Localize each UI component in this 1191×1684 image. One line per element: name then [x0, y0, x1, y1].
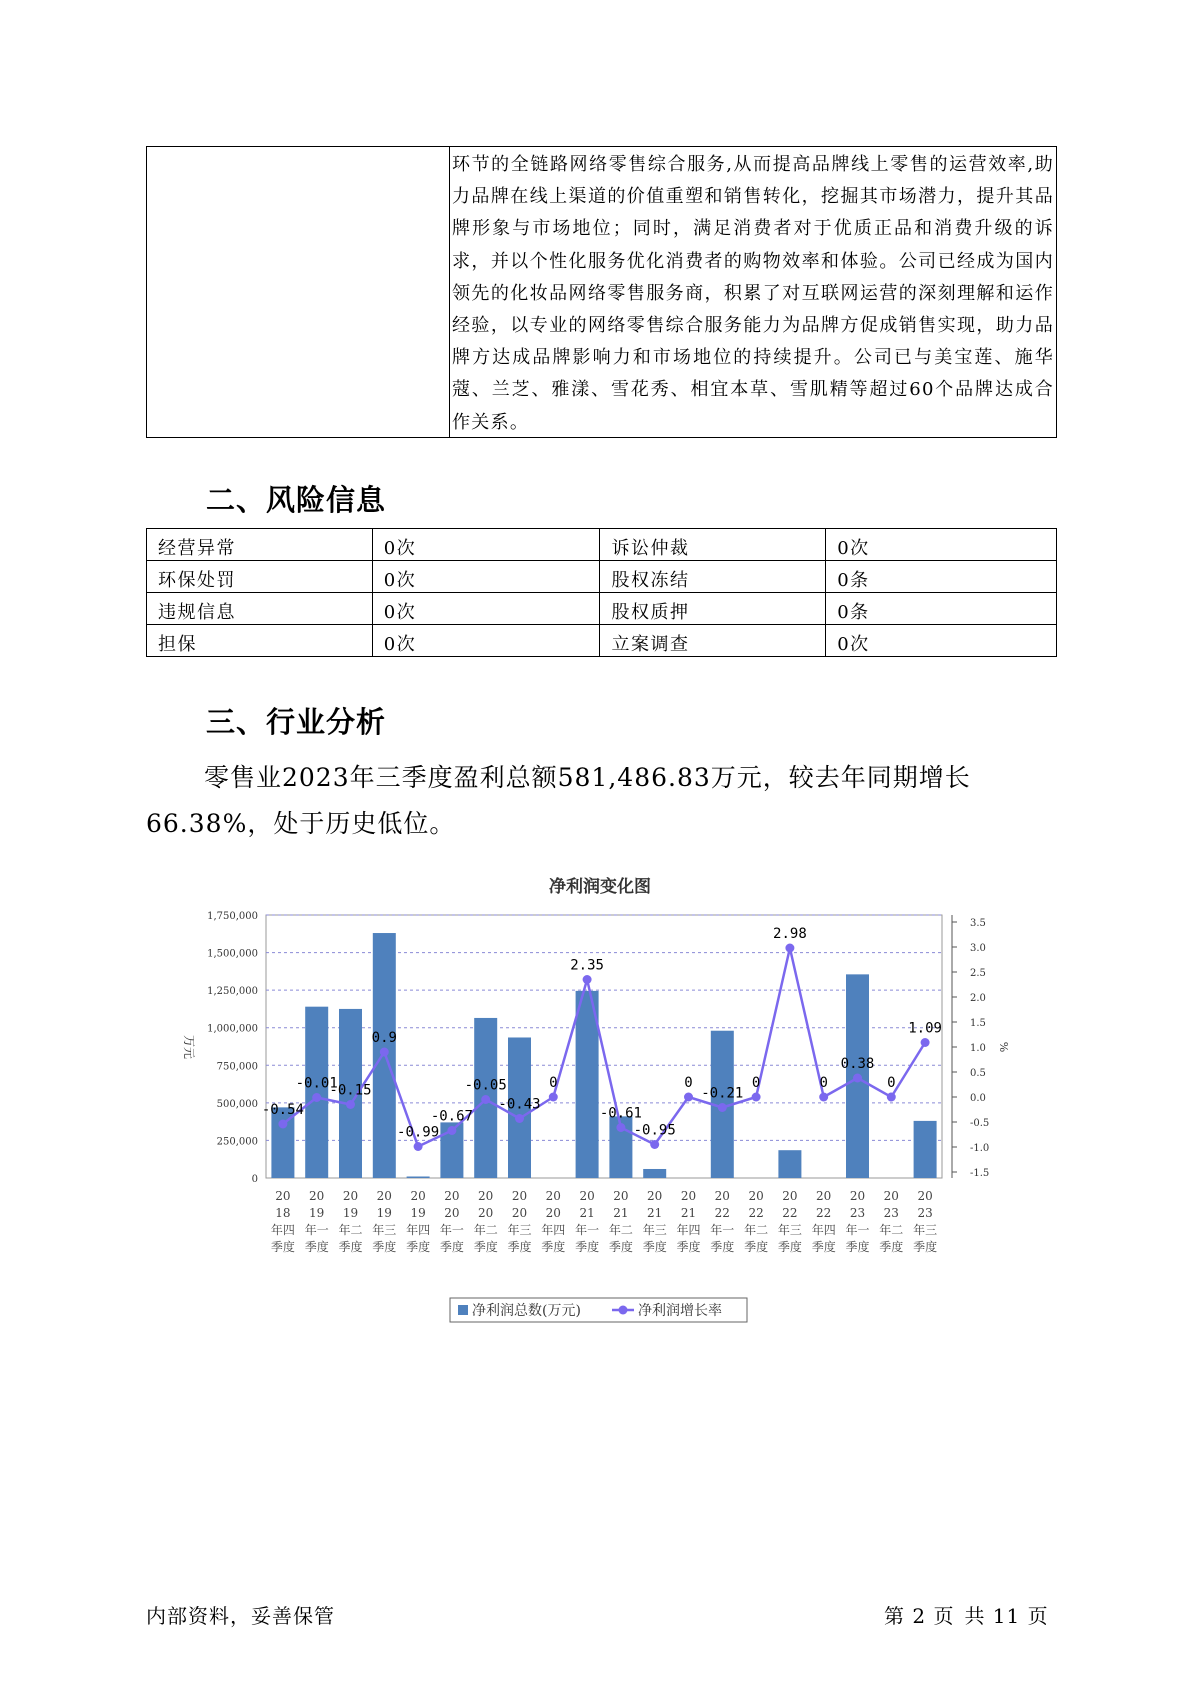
x-tick-label-line: 20 — [579, 1189, 595, 1203]
x-tick-label-line: 21 — [647, 1206, 663, 1220]
x-tick-label-line: 年二 — [473, 1223, 498, 1237]
x-tick-label-line: 20 — [782, 1189, 798, 1203]
y2-tick-label: 1.5 — [970, 1018, 986, 1029]
x-tick-label-line: 20 — [680, 1189, 697, 1203]
growth-point — [346, 1100, 355, 1109]
x-tick-label-line: 20 — [309, 1189, 325, 1203]
growth-point — [515, 1114, 524, 1123]
risk-row — [147, 561, 1057, 593]
x-tick-label-line: 21 — [680, 1206, 697, 1220]
bar — [407, 1176, 430, 1178]
x-tick-label-line: 年一 — [710, 1223, 735, 1237]
y2-tick-label: 1.0 — [970, 1043, 986, 1054]
y-tick-label: 1,500,000 — [207, 948, 258, 960]
x-tick-label-line: 23 — [883, 1206, 899, 1220]
y-tick-label: 1,000,000 — [207, 1023, 258, 1035]
risk-key: 立案调查 — [600, 625, 826, 657]
x-tick-label-line: 22 — [782, 1206, 798, 1220]
x-tick-label-line: 季度 — [473, 1240, 498, 1254]
x-tick-label-line: 年一 — [845, 1223, 870, 1237]
risk-key: 诉讼仲裁 — [600, 529, 826, 561]
x-tick-label — [507, 1189, 531, 1254]
risk-key: 违规信息 — [147, 593, 373, 625]
y2-axis-label: % — [997, 1041, 1010, 1053]
growth-data-label: -0.99 — [397, 1124, 440, 1141]
x-tick-label-line: 20 — [342, 1189, 359, 1203]
x-tick-label — [879, 1189, 903, 1254]
intro-table — [146, 146, 1057, 438]
footer-page-total: 共 11 页 — [964, 1604, 1049, 1628]
footer-confidential: 内部资料，妥善保管 — [146, 1604, 335, 1628]
x-tick-label-line: 年三 — [507, 1223, 532, 1237]
growth-point — [650, 1140, 659, 1149]
risk-row — [147, 593, 1057, 625]
y2-tick-label: -1.0 — [970, 1143, 990, 1154]
x-tick-label-line: 年一 — [304, 1223, 329, 1237]
risk-section-title: 二、风险信息 — [206, 483, 387, 517]
x-tick-label-line: 20 — [410, 1189, 426, 1203]
growth-data-label: -0.21 — [701, 1085, 744, 1102]
x-tick-label-line: 20 — [478, 1189, 494, 1203]
x-tick-label-line: 22 — [714, 1206, 730, 1220]
x-tick-label — [812, 1189, 836, 1254]
growth-point — [312, 1093, 321, 1102]
growth-data-label: -0.61 — [599, 1105, 642, 1122]
x-tick-label-line: 20 — [545, 1206, 561, 1220]
growth-point — [853, 1074, 862, 1083]
growth-data-label: 0.9 — [371, 1030, 397, 1046]
growth-point — [380, 1048, 389, 1057]
net-profit-chart-svg — [150, 870, 1050, 1330]
x-tick-label — [643, 1189, 667, 1254]
y-tick-label: 0 — [251, 1174, 258, 1185]
risk-value: 0次 — [372, 625, 600, 657]
x-tick-label-line: 季度 — [608, 1240, 633, 1254]
growth-point — [785, 944, 794, 953]
growth-data-label: -0.95 — [633, 1122, 676, 1139]
x-tick-label-line: 年二 — [338, 1223, 363, 1237]
bar — [305, 1007, 328, 1178]
industry-section-title: 三、行业分析 — [206, 705, 387, 739]
risk-key: 股权冻结 — [600, 561, 826, 593]
x-tick-label-line: 19 — [342, 1206, 359, 1220]
growth-data-label: 0 — [751, 1075, 761, 1091]
x-tick-label-line: 年一 — [575, 1223, 600, 1237]
x-tick-label-line: 20 — [275, 1189, 291, 1203]
x-tick-label-line: 季度 — [811, 1240, 836, 1254]
x-tick-label-line: 季度 — [710, 1240, 735, 1254]
x-tick-label-line: 季度 — [845, 1240, 870, 1254]
risk-row — [147, 529, 1057, 561]
x-tick-label — [474, 1189, 498, 1254]
growth-point — [921, 1038, 930, 1047]
x-tick-label — [338, 1189, 362, 1254]
x-tick-label-line: 季度 — [406, 1240, 431, 1254]
x-tick-label-line: 年二 — [879, 1223, 904, 1237]
growth-data-label: 0 — [549, 1075, 558, 1091]
x-tick-label — [744, 1189, 768, 1254]
x-tick-label-line: 年四 — [811, 1223, 836, 1237]
x-tick-label — [845, 1189, 869, 1254]
x-tick-label-line: 21 — [579, 1206, 595, 1220]
growth-point — [278, 1120, 287, 1129]
y2-tick-label: 3.5 — [970, 918, 986, 929]
x-tick-label-line: 年四 — [406, 1223, 431, 1237]
growth-point — [752, 1093, 761, 1102]
x-tick-label-line: 20 — [376, 1189, 392, 1203]
growth-data-label: 0 — [887, 1075, 896, 1091]
x-tick-label-line: 20 — [647, 1189, 663, 1203]
growth-point — [549, 1093, 558, 1102]
bar — [914, 1121, 937, 1178]
x-tick-label — [676, 1189, 700, 1254]
legend-line-marker — [619, 1306, 628, 1315]
growth-point — [819, 1093, 828, 1102]
risk-value: 0条 — [826, 593, 1057, 625]
growth-data-label: -0.54 — [261, 1102, 304, 1118]
x-tick-label-line: 年三 — [642, 1223, 667, 1237]
x-tick-label-line: 20 — [545, 1189, 561, 1203]
y-tick-label: 750,000 — [216, 1061, 258, 1073]
x-tick-label-line: 年一 — [439, 1223, 464, 1237]
x-tick-label-line: 22 — [816, 1206, 832, 1220]
x-tick-label — [541, 1189, 565, 1254]
growth-data-label: 2.35 — [570, 957, 604, 974]
x-tick-label-line: 20 — [883, 1189, 899, 1203]
risk-table — [146, 528, 1057, 657]
x-tick-label-line: 23 — [917, 1206, 933, 1220]
y2-tick-label: -1.5 — [970, 1168, 990, 1179]
y-tick-label: 250,000 — [216, 1136, 258, 1148]
x-tick-label-line: 20 — [917, 1189, 933, 1203]
x-tick-label-line: 年二 — [744, 1223, 769, 1237]
x-tick-label-line: 20 — [444, 1206, 460, 1220]
x-tick-label — [710, 1189, 734, 1254]
x-tick-label — [913, 1189, 937, 1254]
x-tick-label-line: 季度 — [507, 1240, 532, 1254]
x-tick-label-line: 21 — [613, 1206, 629, 1220]
x-tick-label-line: 季度 — [744, 1240, 769, 1254]
x-tick-label-line: 季度 — [270, 1240, 295, 1254]
x-tick-label-line: 20 — [511, 1189, 528, 1203]
growth-data-label: -0.43 — [498, 1096, 541, 1113]
risk-key: 环保处罚 — [147, 561, 373, 593]
y-tick-label: 1,250,000 — [207, 986, 258, 998]
x-tick-label-line: 19 — [410, 1206, 426, 1220]
x-tick-label-line: 22 — [748, 1206, 764, 1220]
y2-tick-label: 3.0 — [970, 943, 986, 954]
chart-title: 净利润变化图 — [549, 877, 651, 897]
growth-data-label: -0.67 — [430, 1108, 473, 1125]
y2-tick-label: 0.5 — [970, 1068, 986, 1079]
x-tick-label-line: 20 — [511, 1206, 528, 1220]
x-tick-label-line: 年四 — [676, 1223, 701, 1237]
plot-area-border — [266, 915, 942, 1178]
growth-data-label: 0 — [819, 1075, 828, 1091]
x-tick-label-line: 季度 — [541, 1240, 566, 1254]
risk-value: 0次 — [826, 625, 1057, 657]
y2-tick-label: 2.5 — [970, 968, 986, 979]
x-tick-label — [609, 1189, 633, 1254]
legend-bar-swatch — [458, 1305, 468, 1315]
growth-point — [481, 1095, 490, 1104]
intro-description: 环节的全链路网络零售综合服务,从而提高品牌线上零售的运营效率,助力品牌在线上渠道的价值重塑和销售转化，挖掘其市场潜力，提升其品牌形象与市场地位；同时，满足消费者对于优质正品和消费升级的诉求，并以个性化服务优化消费者的购物效率和体验。公司已经成为国内领先的化妆品网络零售服务商，积累了对互联网运营的深刻理解和运作经验，以专业的网络零售综合服务能力为品牌方促成销售实现，助力品牌方达成品牌影响力和市场地位的持续提升。公司已与美宝莲、施华蔻、兰芝、雅漾、雪花秀、相宜本草、雪肌精等超过60个品牌达成合作关系。 — [452, 154, 1054, 433]
growth-point — [718, 1103, 727, 1112]
x-tick-label-line: 年四 — [541, 1223, 566, 1237]
x-tick-label-line: 19 — [309, 1206, 325, 1220]
x-tick-label-line: 20 — [714, 1189, 730, 1203]
industry-paragraph — [146, 755, 1076, 847]
y2-tick-label: 0.0 — [970, 1093, 986, 1104]
growth-point — [684, 1093, 693, 1102]
risk-value: 0次 — [372, 561, 600, 593]
growth-point — [447, 1126, 456, 1135]
footer-page-number: 第 2 页 — [884, 1604, 955, 1628]
x-tick-label-line: 年三 — [372, 1223, 397, 1237]
growth-data-label: -0.05 — [464, 1077, 507, 1094]
y2-tick-label: -0.5 — [970, 1118, 990, 1129]
bar — [778, 1150, 801, 1178]
y-tick-label: 500,000 — [216, 1098, 258, 1110]
net-profit-chart — [150, 870, 1050, 1330]
x-tick-label-line: 20 — [748, 1189, 764, 1203]
growth-point — [414, 1142, 423, 1151]
risk-row — [147, 625, 1057, 657]
risk-value: 0条 — [826, 561, 1057, 593]
x-tick-label-line: 年四 — [270, 1223, 295, 1237]
x-tick-label-line: 年三 — [777, 1223, 802, 1237]
x-tick-label-line: 季度 — [575, 1240, 600, 1254]
growth-data-label: 1.09 — [908, 1020, 942, 1037]
x-tick-label-line: 20 — [478, 1206, 494, 1220]
x-tick-label-line: 季度 — [642, 1240, 667, 1254]
x-tick-label-line: 年三 — [913, 1223, 938, 1237]
growth-data-label: 2.98 — [773, 926, 807, 942]
x-tick-label — [305, 1189, 329, 1254]
growth-data-label: 0.38 — [840, 1056, 875, 1072]
x-tick-label-line: 季度 — [338, 1240, 363, 1254]
growth-point — [616, 1123, 625, 1132]
x-tick-label-line: 季度 — [372, 1240, 397, 1254]
risk-value: 0次 — [372, 529, 600, 561]
y2-tick-label: 2.0 — [970, 993, 986, 1004]
x-tick-label-line: 23 — [849, 1206, 866, 1220]
x-tick-label — [271, 1189, 295, 1254]
x-tick-label-line: 20 — [849, 1189, 866, 1203]
intro-label-cell — [147, 147, 450, 437]
legend-bar-label: 净利润总数(万元) — [472, 1303, 581, 1319]
growth-data-label: 0 — [684, 1075, 693, 1091]
x-tick-label-line: 年二 — [608, 1223, 633, 1237]
y-axis-label: 万元 — [182, 1034, 196, 1060]
footer-page-info — [884, 1600, 1059, 1629]
risk-key: 经营异常 — [147, 529, 373, 561]
growth-point — [583, 975, 592, 984]
x-tick-label — [406, 1189, 430, 1254]
x-tick-label-line: 20 — [444, 1189, 460, 1203]
x-tick-label-line: 18 — [275, 1206, 291, 1220]
growth-data-label: -0.01 — [295, 1075, 338, 1092]
x-tick-label-line: 季度 — [913, 1240, 938, 1254]
bar — [643, 1169, 666, 1178]
x-tick-label-line: 季度 — [304, 1240, 329, 1254]
growth-data-label: -0.15 — [329, 1082, 372, 1099]
x-tick-label — [372, 1189, 396, 1254]
x-tick-label — [440, 1189, 464, 1254]
industry-paragraph-text: 零售业2023年三季度盈利总额581,486.83万元，较去年同期增长66.38%，处于历史低位。 — [146, 763, 971, 838]
x-tick-label-line: 20 — [613, 1189, 629, 1203]
legend-line-label: 净利润增长率 — [638, 1303, 722, 1319]
risk-key: 担保 — [147, 625, 373, 657]
growth-point — [887, 1093, 896, 1102]
x-tick-label — [575, 1189, 599, 1254]
risk-value: 0次 — [372, 593, 600, 625]
x-tick-label-line: 季度 — [676, 1240, 701, 1254]
risk-key: 股权质押 — [600, 593, 826, 625]
x-tick-label — [778, 1189, 802, 1254]
x-tick-label-line: 季度 — [439, 1240, 464, 1254]
y-tick-label: 1,750,000 — [207, 911, 258, 922]
risk-value: 0次 — [826, 529, 1057, 561]
x-tick-label-line: 季度 — [777, 1240, 802, 1254]
x-tick-label-line: 19 — [376, 1206, 392, 1220]
x-tick-label-line: 季度 — [879, 1240, 904, 1254]
x-tick-label-line: 20 — [816, 1189, 832, 1203]
